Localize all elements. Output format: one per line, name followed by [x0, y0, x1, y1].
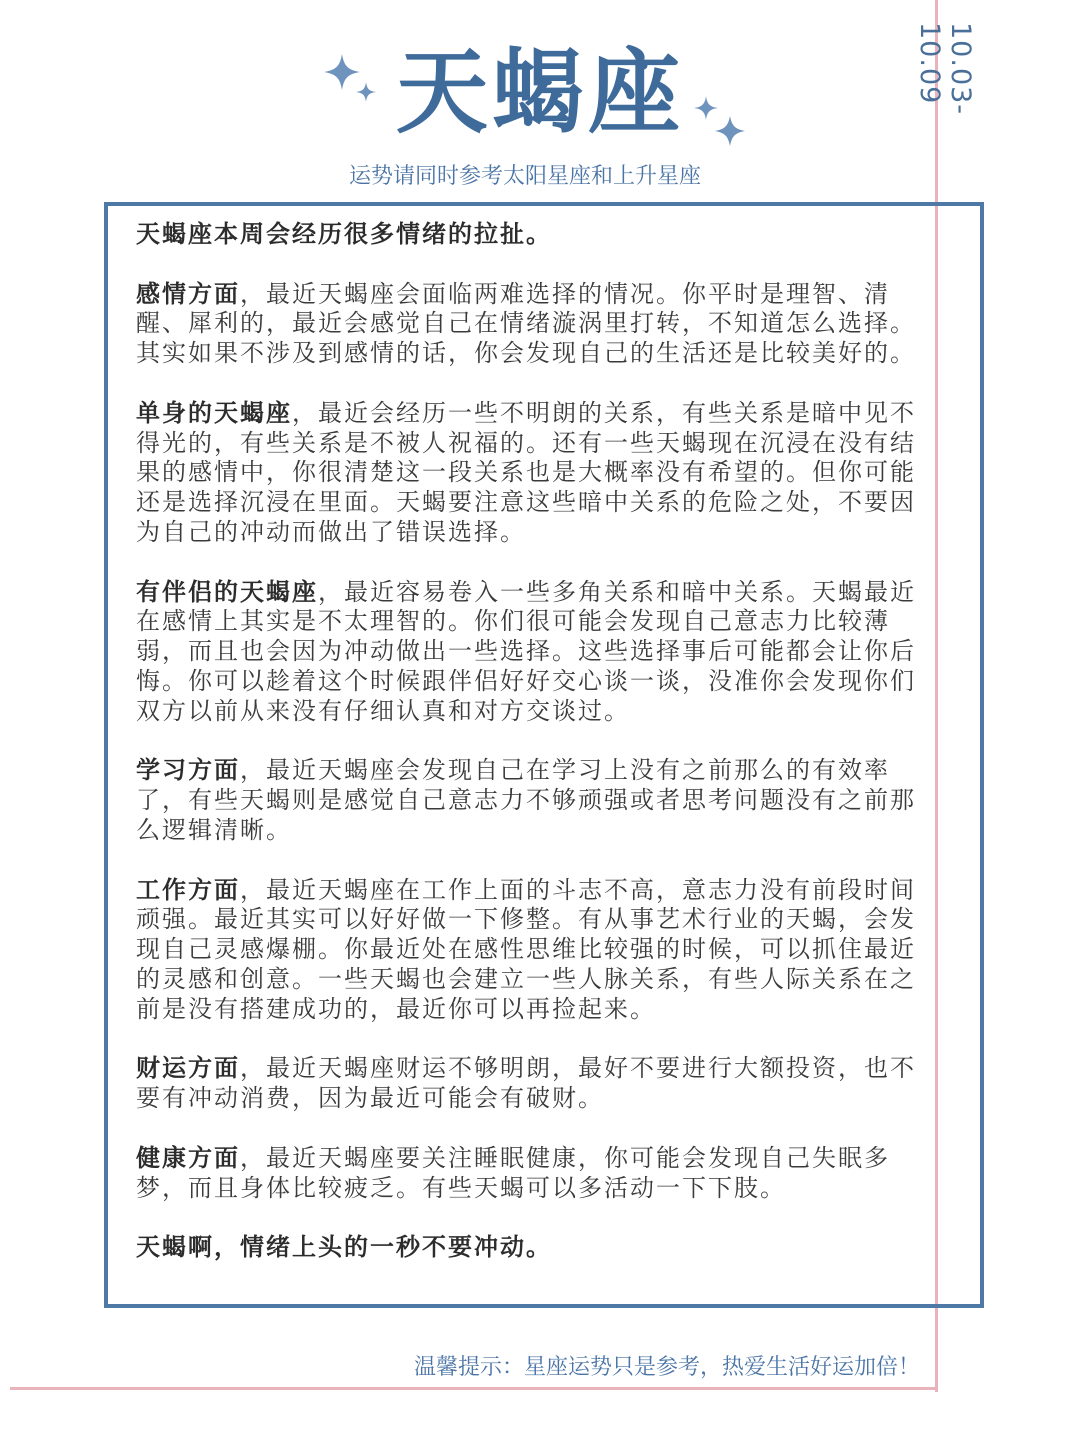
section-health [136, 1144, 916, 1204]
section-study [136, 756, 916, 845]
section-heading: 单身的天蝎座 [136, 398, 292, 427]
section-text: ，最近会经历一些不明朗的关系，有些关系是暗中见不得光的，有些关系是不被人祝福的。还有一些天蝎现在沉浸在没有结果的感情中，你很清楚这一段关系也是大概率没有希望的。但你可能还是选择沉浸在里面。天蝎要注意这些暗中关系的危险之处，不要因为自己的冲动而做出了错误选择。 [136, 398, 916, 546]
section-heading: 感情方面 [136, 279, 240, 308]
section-text: ，最近天蝎座在工作上面的斗志不高，意志力没有前段时间顽强。最近其实可以好好做一下修整。有从事艺术行业的天蝎，会发现自己灵感爆棚。你最近处在感性思维比较强的时候，可以抓住最近的灵感和创意。一些天蝎也会建立一些人脉关系，有些人际关系在之前是没有搭建成功的，最近你可以再捡起来。 [136, 875, 916, 1023]
pink-horizontal-line [10, 1387, 938, 1390]
intro-text: 天蝎座本周会经历很多情绪的拉扯。 [136, 220, 552, 248]
section-heading: 财运方面 [136, 1054, 240, 1083]
section-wealth [136, 1054, 916, 1114]
section-heading: 健康方面 [136, 1143, 240, 1172]
closing-paragraph [136, 1233, 916, 1263]
page-title: 天蝎座 [395, 39, 684, 146]
horoscope-content [136, 220, 916, 1293]
footer-tip: 温馨提示：星座运势只是参考，热爱生活好运加倍！ [413, 1355, 920, 1380]
section-text: ，最近天蝎座会面临两难选择的情况。你平时是理智、清醒、犀利的，最近会感觉自己在情绪漩涡里打转，不知道怎么选择。其实如果不涉及到感情的话，你会发现自己的生活还是比较美好的。 [136, 279, 916, 368]
section-heading: 工作方面 [136, 875, 240, 904]
section-text: ，最近容易卷入一些多角关系和暗中关系。天蝎最近在感情上其实是不太理智的。你们很可能会发现自己意志力比较薄弱，而且也会因为冲动做出一些选择。这些选择事后可能都会让你后悔。你可以趁着这个时候跟伴侣好好交心谈一谈，没准你会发现你们双方以前从来没有仔细认真和对方交谈过。 [136, 577, 916, 725]
section-love [136, 280, 916, 369]
section-heading: 学习方面 [136, 756, 240, 785]
section-partnered [136, 578, 916, 727]
section-single [136, 399, 916, 548]
intro-paragraph [136, 220, 916, 250]
closing-text: 天蝎啊，情绪上头的一秒不要冲动。 [136, 1233, 552, 1262]
section-heading: 有伴侣的天蝎座 [136, 577, 318, 606]
section-text: ，最近天蝎座要关注睡眠健康，你可能会发现自己失眠多梦，而且身体比较疲乏。有些天蝎可以多活动一下下肢。 [136, 1143, 890, 1202]
section-text: ，最近天蝎座财运不够明朗，最好不要进行大额投资，也不要有冲动消费，因为最近可能会有破财。 [136, 1054, 916, 1113]
page-subtitle: 运势请同时参考太阳星座和上升星座 [348, 164, 701, 189]
section-work [136, 876, 916, 1025]
section-text: ，最近天蝎座会发现自己在学习上没有之前那么的有效率了，有些天蝎则是感觉自己意志力不够顽强或者思考问题没有之前那么逻辑清晰。 [136, 756, 916, 844]
date-range: 10.03-10.09 [914, 22, 976, 116]
